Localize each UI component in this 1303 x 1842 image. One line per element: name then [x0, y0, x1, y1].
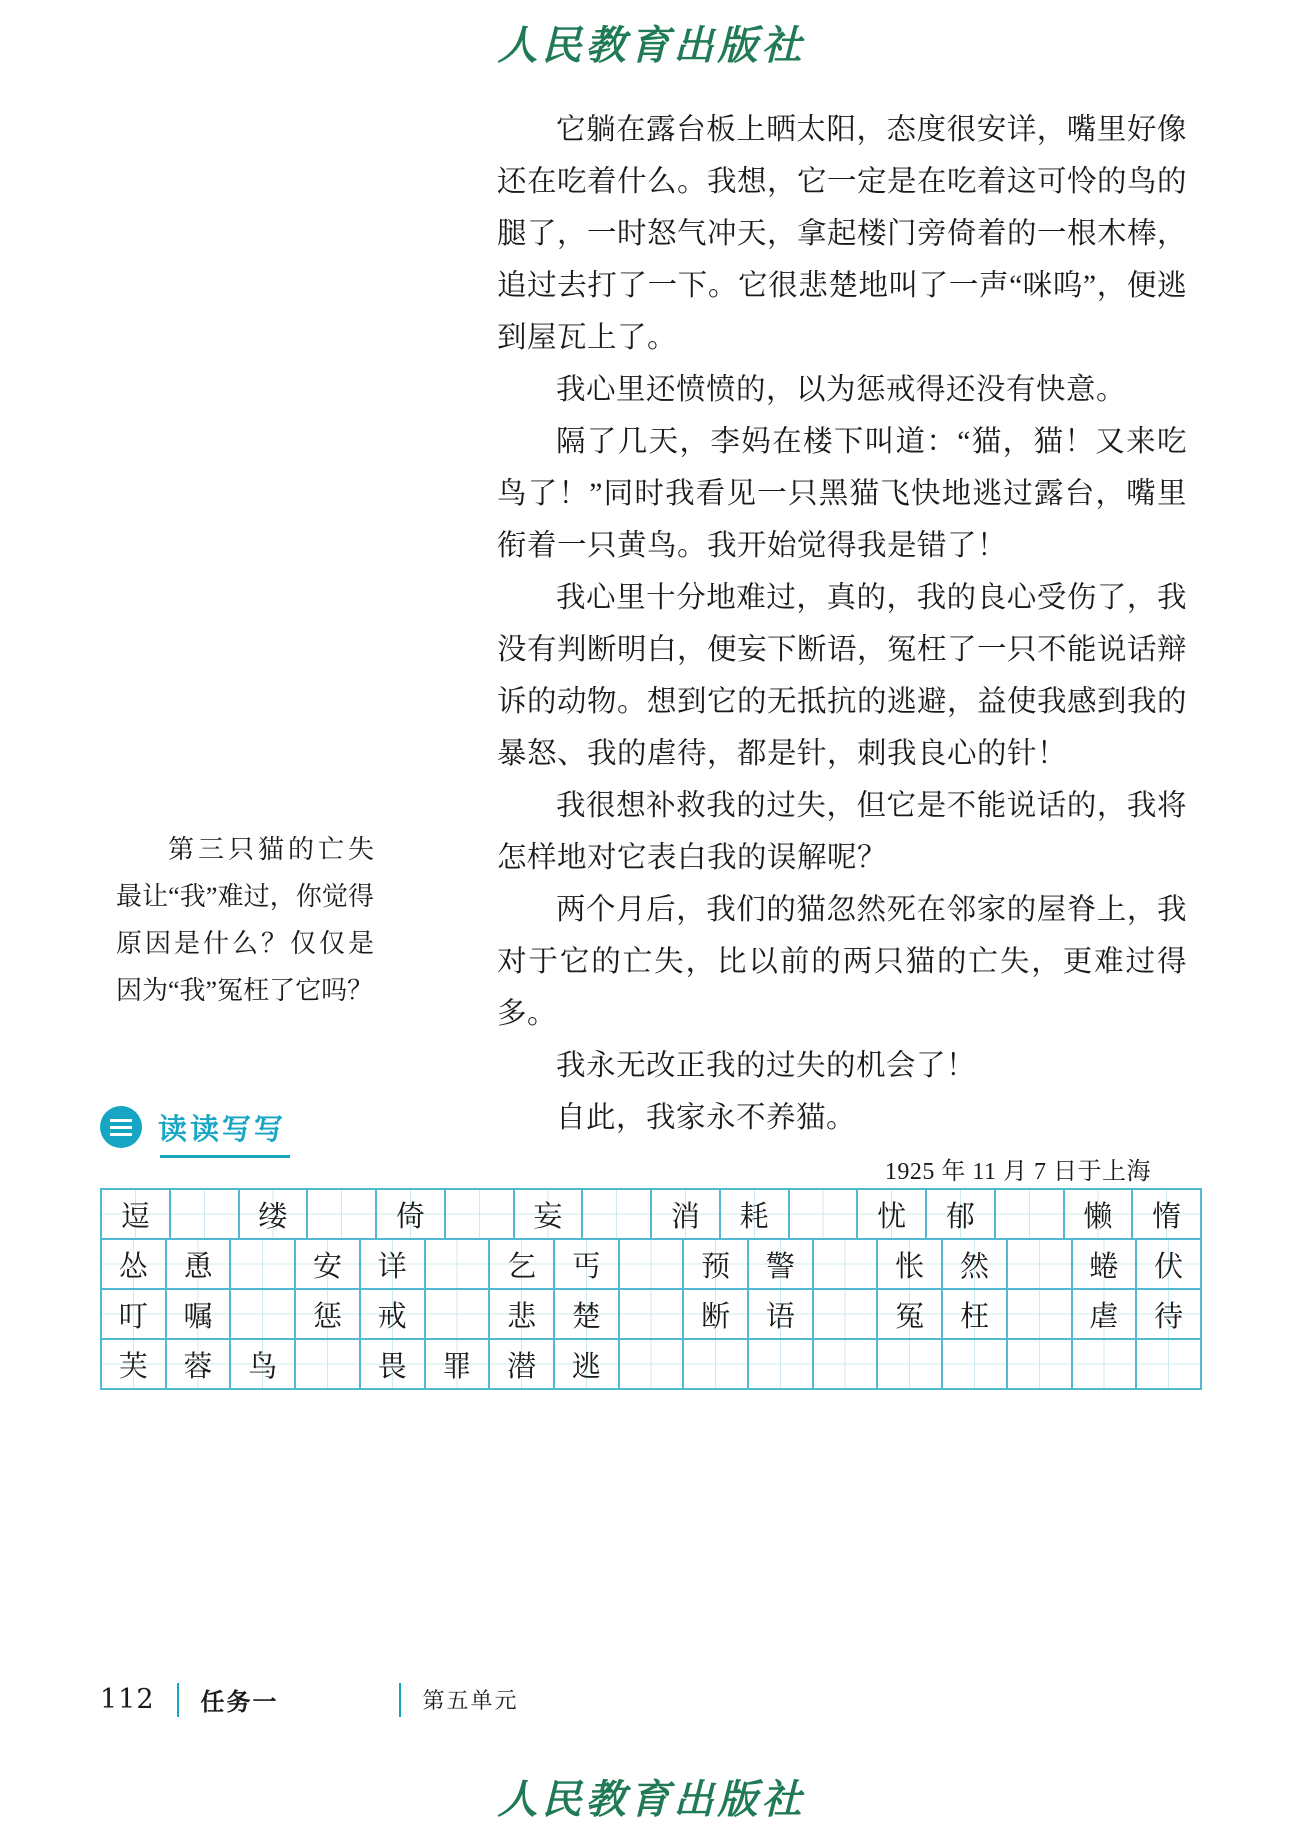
character-cell: 耗 — [721, 1190, 790, 1240]
character-cell: 缕 — [240, 1190, 309, 1240]
character-cell: 芙 — [102, 1340, 167, 1390]
character-cell: 安 — [296, 1240, 361, 1290]
character-cell: 怅 — [878, 1240, 943, 1290]
section-title: 读读写写 — [158, 1111, 287, 1146]
character-grid-row — [102, 1290, 1202, 1340]
paragraph: 我心里还愤愤的，以为惩戒得还没有快意。 — [556, 374, 1127, 406]
character-cell: 罪 — [426, 1340, 491, 1390]
article-body — [497, 104, 1187, 1196]
character-cell: 戒 — [361, 1290, 426, 1340]
character-cell: 语 — [749, 1290, 814, 1340]
section-heading — [100, 1106, 286, 1148]
footer-task-label: 任务一 — [200, 1687, 279, 1716]
character-cell-empty — [943, 1340, 1008, 1390]
character-cell-empty — [814, 1240, 879, 1290]
page-number: 112 — [100, 1684, 155, 1715]
character-cell: 倚 — [377, 1190, 446, 1240]
footer-unit-label: 第五单元 — [422, 1689, 519, 1714]
character-cell-empty — [878, 1340, 943, 1390]
paragraph: 我很想补救我的过失，但它是不能说话的，我将怎样地对它表白我的误解呢？ — [497, 790, 1187, 874]
character-cell-empty — [426, 1290, 491, 1340]
character-cell-empty — [231, 1240, 296, 1290]
character-cell: 郁 — [927, 1190, 996, 1240]
publisher-mark-top: 人民教育出版社 — [497, 22, 806, 69]
character-cell-empty — [1008, 1240, 1073, 1290]
publisher-mark-bottom: 人民教育出版社 — [497, 1776, 806, 1823]
character-cell: 嘱 — [167, 1290, 232, 1340]
character-cell: 待 — [1137, 1290, 1202, 1340]
character-cell: 忧 — [858, 1190, 927, 1240]
section-underline — [160, 1155, 290, 1158]
character-cell-empty — [1073, 1340, 1138, 1390]
character-cell: 预 — [684, 1240, 749, 1290]
character-cell: 悲 — [490, 1290, 555, 1340]
character-cell-empty — [749, 1340, 814, 1390]
character-cell: 丐 — [555, 1240, 620, 1290]
character-cell-empty — [231, 1290, 296, 1340]
character-cell-empty — [1008, 1340, 1073, 1390]
page-footer — [100, 1682, 1100, 1717]
character-cell: 楚 — [555, 1290, 620, 1340]
character-cell-empty — [171, 1190, 240, 1240]
character-cell-empty — [1008, 1290, 1073, 1340]
character-cell: 逗 — [102, 1190, 171, 1240]
footer-divider — [177, 1683, 179, 1717]
character-cell: 鸟 — [231, 1340, 296, 1390]
character-cell: 冤 — [878, 1290, 943, 1340]
character-cell: 惩 — [296, 1290, 361, 1340]
character-cell-empty — [1137, 1340, 1202, 1390]
paragraph: 我永无改正我的过失的机会了！ — [556, 1050, 977, 1082]
character-grid-row — [102, 1340, 1202, 1390]
character-cell: 妄 — [515, 1190, 584, 1240]
character-cell: 蜷 — [1073, 1240, 1138, 1290]
paragraph: 自此，我家永不养猫。 — [556, 1102, 857, 1134]
character-cell: 逃 — [555, 1340, 620, 1390]
paragraph: 我心里十分地难过，真的，我的良心受伤了，我没有判断明白，便妄下断语，冤枉了一只不能说话辩诉的动物。想到它的无抵抗的逃避，益使我感到我的暴怒、我的虐待，都是针，刺我良心的针！ — [497, 582, 1188, 770]
character-cell: 怂 — [102, 1240, 167, 1290]
character-cell-empty — [446, 1190, 515, 1240]
character-cell: 惰 — [1133, 1190, 1202, 1240]
character-cell: 断 — [684, 1290, 749, 1340]
character-cell: 蓉 — [167, 1340, 232, 1390]
character-cell-empty — [620, 1290, 685, 1340]
character-cell-empty — [684, 1340, 749, 1390]
character-cell: 乞 — [490, 1240, 555, 1290]
character-cell-empty — [620, 1240, 685, 1290]
character-cell-empty — [620, 1340, 685, 1390]
article-signature: 1925 年 11 月 7 日于上海 — [884, 1159, 1151, 1185]
character-cell: 详 — [361, 1240, 426, 1290]
paragraph: 隔了几天，李妈在楼下叫道：“猫，猫！又来吃鸟了！”同时我看见一只黑猫飞快地逃过露台，嘴里衔着一只黄鸟。我开始觉得我是错了！ — [497, 426, 1187, 562]
character-cell-empty — [790, 1190, 859, 1240]
character-cell: 畏 — [361, 1340, 426, 1390]
character-cell: 恿 — [167, 1240, 232, 1290]
character-cell-empty — [996, 1190, 1065, 1240]
paragraph: 两个月后，我们的猫忽然死在邻家的屋脊上，我对于它的亡失，比以前的两只猫的亡失，更难过得多。 — [497, 894, 1187, 1030]
character-grid-row — [102, 1240, 1202, 1290]
character-cell: 虐 — [1073, 1290, 1138, 1340]
character-cell-empty — [426, 1240, 491, 1290]
character-cell-empty — [308, 1190, 377, 1240]
character-cell: 伏 — [1137, 1240, 1202, 1290]
paragraph: 它躺在露台板上晒太阳，态度很安详，嘴里好像还在吃着什么。我想，它一定是在吃着这可怜的鸟的腿了，一时怒气冲天，拿起楼门旁倚着的一根木棒，追过去打了一下。它很悲楚地叫了一声“咪呜”，便逃到屋瓦上了。 — [497, 114, 1188, 354]
margin-note: 第三只猫的亡失最让“我”难过，你觉得原因是什么？仅仅是因为“我”冤枉了它吗？ — [116, 835, 374, 1005]
character-cell-empty — [814, 1340, 879, 1390]
character-grid-row — [102, 1190, 1202, 1240]
character-cell: 懒 — [1065, 1190, 1134, 1240]
character-cell: 枉 — [943, 1290, 1008, 1340]
character-cell: 叮 — [102, 1290, 167, 1340]
footer-divider-2 — [399, 1683, 401, 1717]
character-cell: 警 — [749, 1240, 814, 1290]
character-cell: 潜 — [490, 1340, 555, 1390]
character-cell: 消 — [652, 1190, 721, 1240]
character-cell-empty — [296, 1340, 361, 1390]
character-cell-empty — [814, 1290, 879, 1340]
character-cell: 然 — [943, 1240, 1008, 1290]
character-grid — [100, 1188, 1202, 1390]
character-cell-empty — [583, 1190, 652, 1240]
list-lines-icon — [100, 1106, 142, 1148]
